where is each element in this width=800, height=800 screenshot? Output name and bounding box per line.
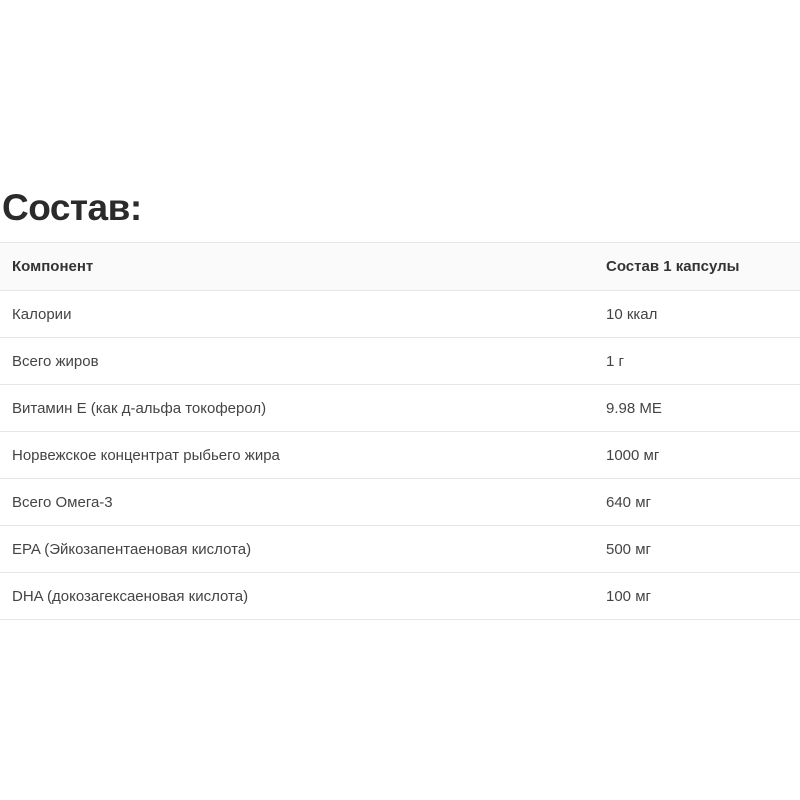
column-header-component: Компонент <box>12 258 94 275</box>
table-row <box>0 432 800 479</box>
amount-cell: 1000 мг <box>606 446 660 464</box>
component-cell: Всего Омега-3 <box>12 493 113 511</box>
component-cell: DHA (докозагексаеновая кислота) <box>12 587 249 605</box>
table-header-row <box>0 243 800 291</box>
table-row <box>0 573 800 620</box>
component-cell: EPA (Эйкозапентаеновая кислота) <box>12 540 252 558</box>
amount-cell: 9.98 МЕ <box>606 399 662 417</box>
component-cell: Витамин Е (как д-альфа токоферол) <box>12 399 267 417</box>
component-cell: Всего жиров <box>12 352 99 370</box>
table-row <box>0 526 800 573</box>
table-row <box>0 291 800 338</box>
table-row <box>0 338 800 385</box>
amount-cell: 100 мг <box>606 587 651 605</box>
amount-cell: 10 ккал <box>606 305 658 323</box>
composition-table <box>0 242 800 620</box>
amount-cell: 500 мг <box>606 540 651 558</box>
column-header-amount: Состав 1 капсулы <box>606 258 740 275</box>
amount-cell: 1 г <box>606 352 624 370</box>
page-title: Состав: <box>2 187 142 228</box>
amount-cell: 640 мг <box>606 493 651 511</box>
table-row <box>0 479 800 526</box>
table-row <box>0 385 800 432</box>
component-cell: Норвежское концентрат рыбьего жира <box>12 446 280 464</box>
component-cell: Калории <box>12 305 72 323</box>
